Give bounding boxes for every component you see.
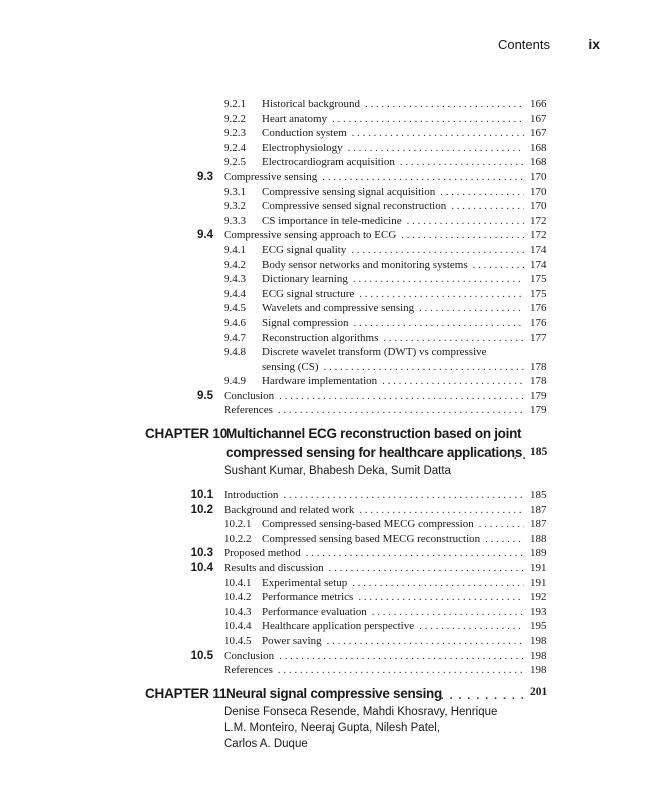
running-head-title: Contents: [497, 37, 550, 52]
toc-entry: [0, 170, 648, 185]
subsection-number: 9.2.1: [224, 98, 246, 110]
leader-dots: [440, 185, 524, 200]
toc-entry: [0, 389, 648, 404]
entry-title: Conclusion: [224, 389, 275, 402]
entry-title: Discrete wavelet transform (DWT) vs compressive: [262, 346, 487, 359]
entry-title: Performance evaluation: [262, 605, 367, 618]
section-number: 9.4: [197, 229, 213, 242]
chapter-page: 185: [530, 446, 548, 459]
subsection-number: 9.2.4: [224, 141, 246, 154]
entry-title: sensing (CS): [262, 360, 319, 373]
entry-title: Results and discussion: [224, 562, 324, 575]
section-number: 10.5: [190, 649, 213, 662]
page-number: 168: [530, 141, 547, 154]
page-number: 170: [530, 185, 547, 198]
page-number: 172: [530, 229, 547, 242]
leader-dots: [383, 331, 524, 346]
leader-dots: [348, 141, 524, 156]
entry-title: Conclusion: [224, 649, 275, 662]
entry-title: Compressive sensed signal reconstruction: [262, 200, 447, 213]
toc-entry: [0, 634, 648, 649]
subsection-number: 9.4.1: [224, 243, 246, 256]
entry-title: Experimental setup: [262, 576, 348, 589]
page-number: 179: [530, 389, 547, 402]
toc-entry: [0, 605, 648, 620]
running-head: [0, 37, 648, 55]
chapter-11-entry: [0, 684, 648, 748]
toc-entry: [0, 243, 648, 258]
leader-dots: [365, 97, 524, 112]
entry-title: Background and related work: [224, 503, 355, 516]
leader-dots: [473, 258, 524, 273]
toc-entry: [0, 228, 648, 243]
entry-title: References: [224, 404, 273, 417]
entry-title: Compressive sensing: [224, 170, 318, 183]
leader-dots: [400, 155, 524, 170]
entry-title: Body sensor networks and monitoring systems: [262, 258, 468, 271]
leader-dots: [451, 199, 524, 214]
leader-dots: [419, 301, 524, 316]
subsection-number: 9.2.2: [224, 112, 246, 125]
toc-entry: [0, 126, 648, 141]
entry-title: Hardware implementation: [262, 375, 378, 388]
toc-entry: [0, 185, 648, 200]
page-number: 175: [530, 273, 547, 286]
page-number: 167: [530, 112, 547, 125]
page-number: ix: [588, 36, 600, 52]
subsection-number: 9.2.5: [224, 156, 246, 169]
leader-dots: [352, 576, 524, 591]
entry-title: Power saving: [262, 635, 322, 647]
subsection-number: 10.4.5: [224, 635, 252, 647]
toc-entry: [0, 112, 648, 127]
page-number: 167: [530, 127, 547, 140]
subsection-number: 9.4.6: [224, 316, 246, 329]
page-number: 174: [530, 243, 547, 256]
subsection-number: 10.4.1: [224, 576, 252, 589]
page-number: 168: [530, 156, 547, 169]
toc-entry: [0, 488, 648, 503]
page-number: 193: [530, 605, 547, 618]
subsection-number: 9.2.3: [224, 127, 246, 140]
subsection-number: 9.4.9: [224, 375, 246, 388]
page-number: 179: [530, 404, 547, 417]
toc-entry: [0, 301, 648, 316]
entry-title: Conduction system: [262, 127, 347, 140]
toc-entry: [0, 258, 648, 273]
leader-dots: [283, 488, 524, 503]
toc-entry: [0, 360, 648, 375]
subsection-number: 10.4.4: [224, 620, 252, 633]
subsection-number: 9.3.3: [224, 214, 246, 227]
toc-entry: [0, 576, 648, 591]
toc-entry: [0, 287, 648, 302]
leader-dots: [479, 517, 524, 532]
toc-list-chapter-9: [0, 97, 648, 418]
entry-title: Compressive sensing signal acquisition: [262, 185, 436, 198]
toc-entry: [0, 316, 648, 331]
leader-dots: [513, 446, 527, 461]
toc-entry: [0, 214, 648, 229]
page-number: 188: [530, 532, 547, 545]
toc-entry: [0, 619, 648, 634]
chapter-title: Neural signal compressive sensing: [226, 685, 442, 701]
entry-title: Compressed sensing-based MECG compression: [262, 518, 474, 531]
page-number: 176: [530, 302, 547, 315]
chapter-10-entry: [0, 424, 648, 482]
leader-dots: [382, 374, 524, 389]
leader-dots: [407, 214, 524, 229]
subsection-number: 10.2.2: [224, 532, 252, 545]
section-number: 10.4: [190, 562, 213, 575]
leader-dots: [279, 389, 524, 404]
leader-dots: [351, 243, 524, 258]
leader-dots: [327, 634, 524, 649]
leader-dots: [419, 619, 524, 634]
entry-title: ECG signal quality: [262, 243, 347, 256]
entry-title: Compressed sensing based MECG reconstruction: [262, 532, 481, 545]
toc-entry: [0, 590, 648, 605]
toc-entry: [0, 561, 648, 576]
entry-title: ECG signal structure: [262, 287, 355, 300]
subsection-number: 9.4.7: [224, 331, 246, 344]
toc-entry: [0, 517, 648, 532]
subsection-number: 9.4.8: [224, 346, 246, 359]
leader-dots: [440, 686, 527, 701]
entry-title: Compressive sensing approach to ECG: [224, 229, 397, 242]
entry-title: Reconstruction algorithms: [262, 331, 379, 344]
toc-entry: [0, 141, 648, 156]
chapter-authors: Carlos A. Duque: [224, 737, 308, 750]
subsection-number: 9.4.4: [224, 287, 246, 300]
entry-title: Wavelets and compressive sensing: [262, 302, 415, 315]
toc-entry: [0, 155, 648, 170]
subsection-number: 10.4.3: [224, 605, 252, 618]
chapter-authors: Sushant Kumar, Bhabesh Deka, Sumit Datta: [224, 465, 451, 478]
page-number: 198: [530, 635, 547, 647]
page-number: 195: [530, 620, 547, 633]
entry-title: CS importance in tele-medicine: [262, 214, 402, 227]
leader-dots: [352, 126, 524, 141]
chapter-authors: L.M. Monteiro, Neeraj Gupta, Nilesh Patel,: [224, 721, 441, 734]
leader-dots: [401, 228, 524, 243]
toc-entry: [0, 345, 648, 360]
toc-entry: [0, 403, 648, 418]
subsection-number: 9.3.2: [224, 200, 246, 213]
page-number: 187: [530, 503, 547, 516]
toc-entry: [0, 503, 648, 518]
subsection-number: 10.2.1: [224, 518, 252, 531]
section-number: 10.3: [190, 547, 213, 560]
leader-dots: [279, 649, 524, 664]
entry-title: Proposed method: [224, 547, 301, 560]
page-number: 178: [530, 375, 547, 388]
toc-entry: [0, 546, 648, 561]
leader-dots: [278, 663, 524, 678]
page-number: 192: [530, 591, 547, 604]
page-number: 166: [530, 98, 547, 110]
section-number: 10.2: [190, 503, 213, 516]
entry-title: Historical background: [262, 98, 361, 110]
leader-dots: [278, 403, 524, 418]
chapter-authors: Denise Fonseca Resende, Mahdi Khosravy, Henrique: [224, 705, 498, 718]
entry-title: Performance metrics: [262, 591, 354, 604]
chapter-label: CHAPTER 10: [145, 426, 228, 442]
leader-dots: [372, 605, 524, 620]
section-number: 9.3: [197, 170, 213, 183]
toc-list-chapter-10: [0, 488, 648, 678]
page-number: 185: [530, 489, 547, 502]
table-of-contents: [0, 97, 648, 748]
chapter-label: CHAPTER 11: [145, 685, 227, 701]
leader-dots: [324, 360, 524, 375]
page-number: 177: [530, 331, 547, 344]
entry-title: Introduction: [224, 489, 279, 502]
leader-dots: [353, 316, 524, 331]
entry-title: Healthcare application perspective: [262, 620, 415, 633]
leader-dots: [353, 272, 524, 287]
leader-dots: [332, 112, 524, 127]
leader-dots: [485, 532, 524, 547]
page-number: 170: [530, 200, 547, 213]
page-number: 175: [530, 287, 547, 300]
entry-title: Electrophysiology: [262, 141, 343, 154]
leader-dots: [358, 590, 524, 605]
page-number: 189: [530, 547, 547, 560]
chapter-title: Multichannel ECG reconstruction based on joint compressed sensing for healthcare applications: [226, 426, 523, 461]
toc-entry: [0, 649, 648, 664]
toc-entry: [0, 374, 648, 389]
toc-entry: [0, 663, 648, 678]
leader-dots: [322, 170, 524, 185]
toc-entry: [0, 199, 648, 214]
subsection-number: 9.4.3: [224, 273, 246, 286]
page-number: 174: [530, 258, 547, 271]
subsection-number: 9.4.2: [224, 258, 246, 271]
page-number: 170: [530, 170, 547, 183]
entry-title: References: [224, 664, 273, 677]
entry-title: Signal compression: [262, 316, 349, 329]
toc-entry: [0, 272, 648, 287]
chapter-page: 201: [530, 685, 548, 698]
page-number: 191: [530, 576, 547, 589]
section-number: 9.5: [197, 389, 213, 402]
toc-entry: [0, 331, 648, 346]
page-number: 187: [530, 518, 547, 531]
page-number: 198: [530, 664, 547, 677]
page-number: 172: [530, 214, 547, 227]
entry-title: Heart anatomy: [262, 112, 328, 125]
toc-entry: [0, 532, 648, 547]
subsection-number: 10.4.2: [224, 591, 252, 604]
page-number: 178: [530, 360, 547, 373]
section-number: 10.1: [190, 489, 213, 502]
page-number: 176: [530, 316, 547, 329]
subsection-number: 9.4.5: [224, 302, 246, 315]
page-number: 191: [530, 562, 547, 575]
toc-entry: [0, 97, 648, 112]
page-number: 198: [530, 649, 547, 662]
entry-title: Electrocardiogram acquisition: [262, 156, 395, 169]
subsection-number: 9.3.1: [224, 185, 246, 198]
leader-dots: [359, 503, 524, 518]
entry-title: Dictionary learning: [262, 273, 348, 286]
leader-dots: [329, 561, 524, 576]
leader-dots: [306, 546, 524, 561]
leader-dots: [359, 287, 524, 302]
